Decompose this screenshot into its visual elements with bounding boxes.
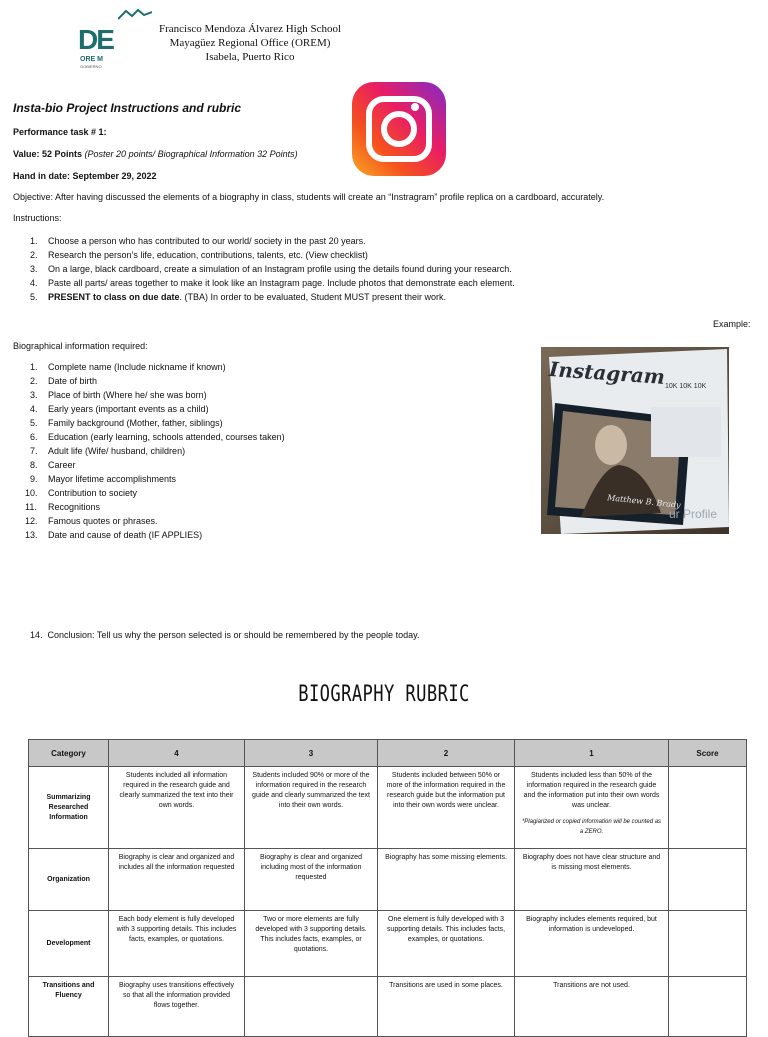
logo-subtext: ORE M	[80, 56, 103, 63]
mountain-logo-icon	[118, 8, 152, 20]
hand-in-date: Hand in date: September 29, 2022	[13, 171, 157, 181]
instagram-logo-icon	[352, 82, 446, 176]
cell-4: Biography uses transitions effectively so that all the information provided flows together.	[109, 977, 245, 1037]
list-item: 12. Famous quotes or phrases.	[25, 516, 158, 526]
ore-logo	[76, 8, 138, 68]
school-header	[140, 22, 360, 64]
header-3: 3	[245, 740, 378, 767]
value-line	[13, 148, 298, 160]
list-item: 3. On a large, black cardboard, create a simulation of an Instagram profile using the details found during your research.	[30, 264, 512, 274]
list-item: 5. Family background (Mother, father, siblings)	[30, 418, 223, 428]
cell-1: Students included less than 50% of the information required in the research guide and the information put into their own words was unclear. *Plagiarized or copied information will be counted as a ZERO.	[515, 767, 669, 849]
rubric-title: BIOGRAPHY RUBRIC	[298, 682, 470, 707]
rubric-table	[28, 739, 747, 1037]
list-item: 9. Mayor lifetime accomplishments	[30, 474, 177, 484]
school-name: Francisco Mendoza Álvarez High School	[158, 23, 342, 35]
cell-score	[669, 911, 747, 977]
logo-text: DE	[78, 24, 113, 55]
table-row	[29, 849, 747, 911]
list-item: 10. Contribution to society	[25, 488, 138, 498]
header-score: Score	[669, 740, 747, 767]
header-1: 1	[515, 740, 669, 767]
list-item: 11. Recognitions	[25, 502, 101, 512]
table-row	[29, 767, 747, 849]
list-item: 4. Early years (important events as a child)	[30, 404, 209, 414]
list-item: 5. PRESENT to class on due date. (TBA) In order to be evaluated, Student MUST present their work.	[30, 292, 446, 302]
list-item: 6. Education (early learning, schools attended, courses taken)	[30, 432, 285, 442]
list-item: 13. Date and cause of death (IF APPLIES)	[25, 530, 203, 540]
bio-label: Biographical information required:	[13, 341, 148, 351]
list-item: 2. Date of birth	[30, 376, 98, 386]
list-item: 2. Research the person’s life, education, contributions, talents, etc. (View checklist)	[30, 250, 368, 260]
cell-3: Biography is clear and organized including most of the information requested	[245, 849, 378, 911]
logo-subtext-small: GOBIERNO	[80, 64, 102, 69]
cell-2: One element is fully developed with 3 supporting details. This includes facts, examples, or quotations.	[378, 911, 515, 977]
cell-2: Biography has some missing elements.	[378, 849, 515, 911]
example-caption: Matthew B. Brady	[606, 493, 682, 510]
cell-score	[669, 849, 747, 911]
cell-score	[669, 977, 747, 1037]
example-photo	[541, 347, 729, 534]
cell-4: Students included all information required in the research guide and clearly summarized the text into their own words.	[109, 767, 245, 849]
list-item: 1. Complete name (Include nickname if known)	[30, 362, 226, 372]
table-header-row	[29, 740, 747, 767]
list-item: 7. Adult life (Wife/ husband, children)	[30, 446, 186, 456]
header-category: Category	[29, 740, 109, 767]
bio-list	[13, 360, 285, 542]
row-category: Transitions and Fluency	[29, 977, 109, 1037]
cell-3: Two or more elements are fully developed with 3 supporting details. This includes facts, examples, or quotations.	[245, 911, 378, 977]
example-stats: 10K 10K 10K	[665, 383, 707, 390]
page-title: Insta-bio Project Instructions and rubric	[13, 101, 242, 115]
cell-1: Transitions are not used.	[515, 977, 669, 1037]
value-detail: (Poster 20 points/ Biographical Information 32 Points)	[84, 149, 298, 159]
cell-4: Each body element is fully developed with 3 supporting details. This includes facts, examples, or quotations.	[109, 911, 245, 977]
plagiarism-note: *Plagiarized or copied information will be counted as a ZERO.	[521, 819, 662, 835]
list-item: 8. Career	[30, 460, 76, 470]
cell-2: Students included between 50% or more of the information required in the research guide but the information put into their own words were unclear.	[378, 767, 515, 849]
cell-score	[669, 767, 747, 849]
example-profile-text: ur Profile	[669, 507, 718, 521]
performance-task: Performance task # 1:	[13, 127, 107, 137]
objective: Objective: After having discussed the elements of a biography in class, students will create an “Instragram” profile replica on a cardboard, accurately.	[13, 192, 605, 202]
list-item: 4. Paste all parts/ areas together to make it look like an Instagram page. Include photos that demonstrate each element.	[30, 278, 515, 288]
table-row	[29, 911, 747, 977]
row-category: Organization	[29, 849, 109, 911]
header-2: 2	[378, 740, 515, 767]
example-banner: Instagram	[548, 356, 666, 390]
value-label: Value: 52 Points	[13, 149, 83, 159]
conclusion: 14. Conclusion: Tell us why the person selected is or should be remembered by the people today.	[30, 630, 420, 640]
row-category: Summarizing Researched Information	[29, 767, 109, 849]
cell-1: Biography includes elements required, but information is undeveloped.	[515, 911, 669, 977]
instructions-label: Instructions:	[13, 213, 62, 223]
cell-3	[245, 977, 378, 1037]
instructions-list	[13, 234, 515, 304]
school-location: Isabela, Puerto Rico	[205, 51, 295, 63]
cell-1: Biography does not have clear structure and is missing most elements.	[515, 849, 669, 911]
cell-2: Transitions are used in some places.	[378, 977, 515, 1037]
row-category: Development	[29, 911, 109, 977]
list-item: 3. Place of birth (Where he/ she was born)	[30, 390, 207, 400]
table-row	[29, 977, 747, 1037]
example-label: Example:	[713, 319, 751, 329]
school-office: Mayagüez Regional Office (OREM)	[169, 37, 331, 49]
list-item: 1. Choose a person who has contributed to our world/ society in the past 20 years.	[30, 236, 366, 246]
header-4: 4	[109, 740, 245, 767]
cell-3: Students included 90% or more of the information required in the research guide and clearly summarized the text into their own words.	[245, 767, 378, 849]
cell-4: Biography is clear and organized and includes all the information requested	[109, 849, 245, 911]
